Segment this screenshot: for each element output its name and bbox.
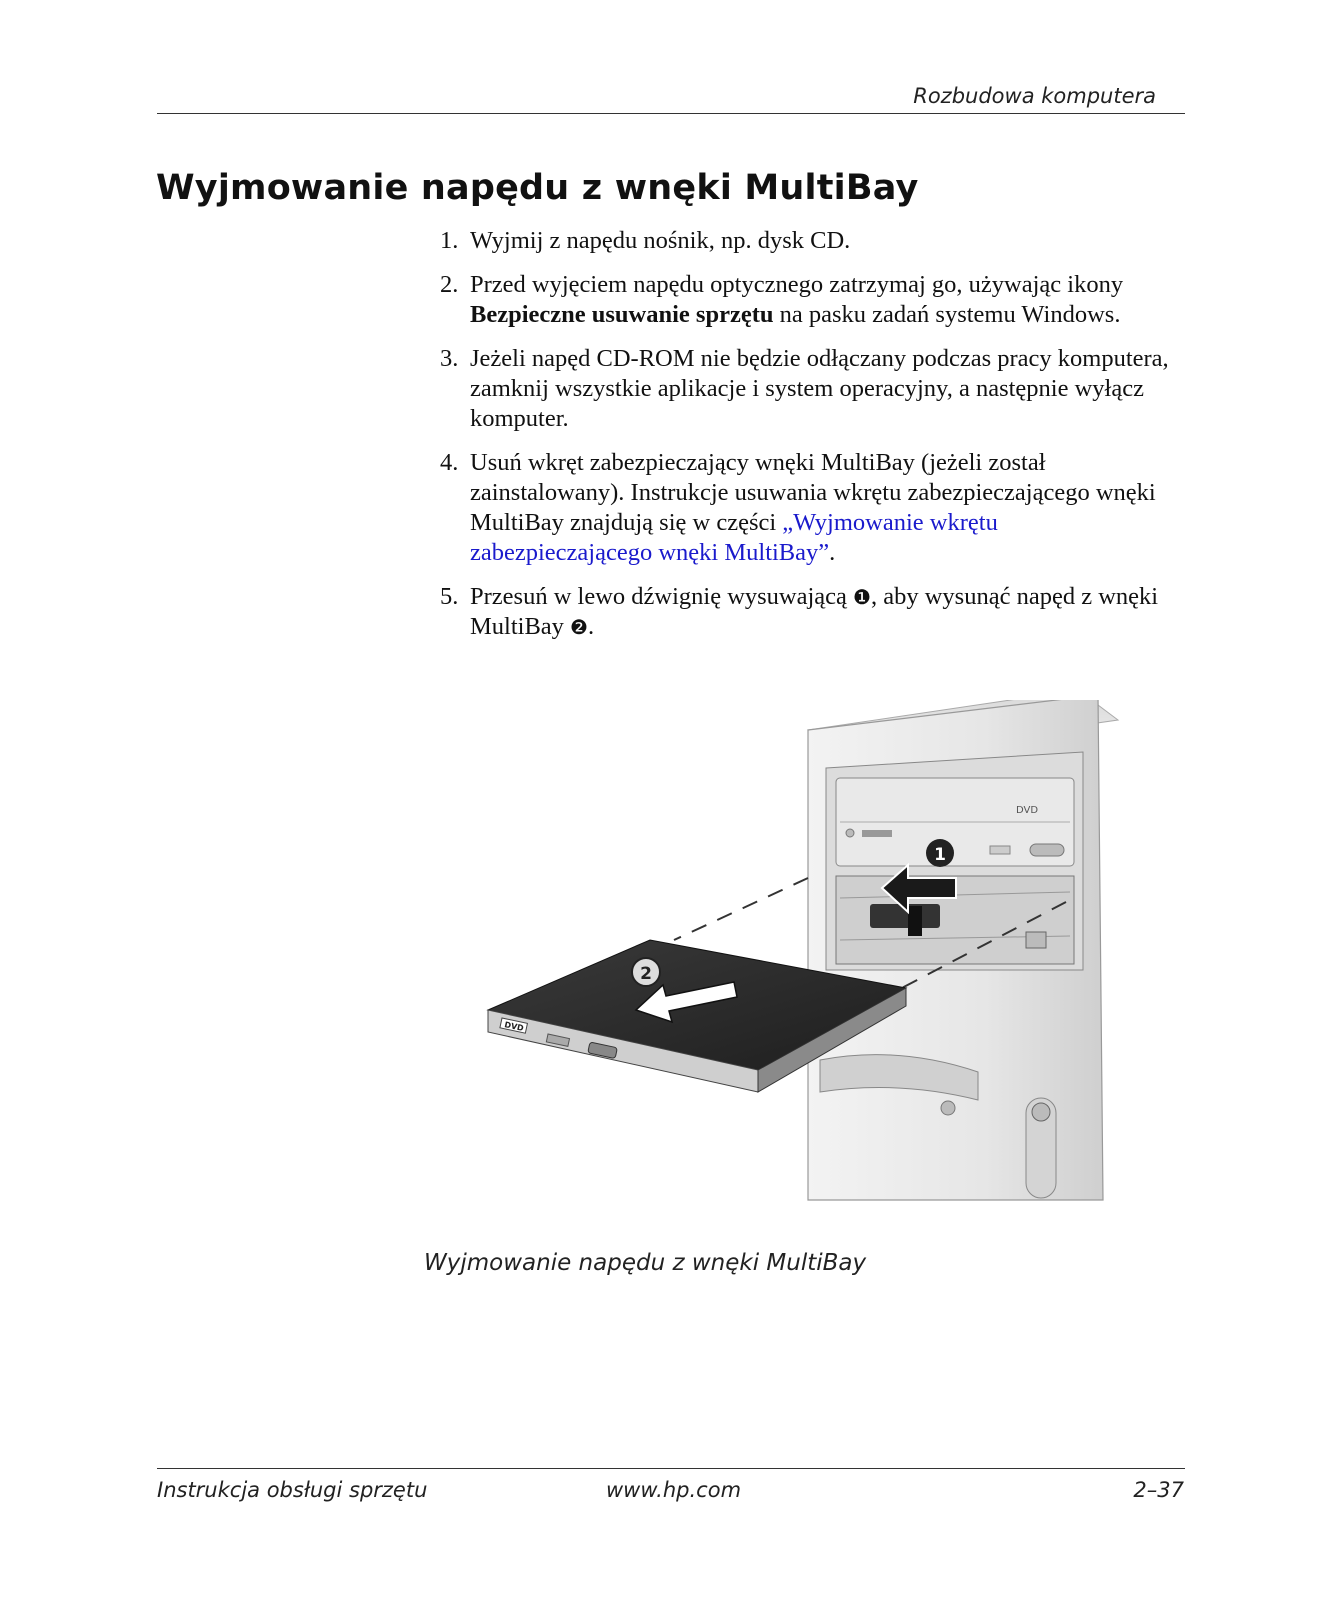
step-text: Przed wyjęciem napędu optycznego zatrzymaj go, używając ikony	[470, 271, 1124, 298]
step-number: 5.	[440, 583, 459, 610]
header-rule	[157, 113, 1185, 114]
list-item	[430, 226, 1170, 256]
callout-1-label: 1	[934, 845, 946, 865]
step-text: Przesuń w lewo dźwignię wysuwającą	[470, 583, 854, 610]
drive-dvd-label: DVD	[503, 1020, 525, 1034]
list-item	[430, 448, 1170, 568]
step-text: Usuń wkręt zabezpieczający wnęki MultiBay (jeżeli został zainstalowany). Instrukcje usuwania wkrętu zabezpieczającego wnęki MultiBay znajdują się w części	[470, 449, 1156, 536]
callout-2-label: 2	[640, 964, 652, 984]
page-title: Wyjmowanie napędu z wnęki MultiBay	[156, 168, 919, 208]
step-text: Wyjmij z napędu nośnik, np. dysk CD.	[470, 227, 851, 254]
steps-list	[430, 226, 1170, 656]
list-item	[430, 270, 1170, 330]
callout-1-marker: ❶	[853, 585, 871, 609]
ui-term: Bezpieczne usuwanie sprzętu	[470, 301, 774, 328]
step-text: na pasku zadań systemu Windows.	[773, 301, 1121, 328]
multibay-removal-illustration	[478, 700, 1148, 1240]
page-number: 2–37	[1133, 1478, 1184, 1502]
step-text: Jeżeli napęd CD-ROM nie będzie odłączany podczas pracy komputera, zamknij wszystkie aplikacje i system operacyjny, a następnie wyłącz komputer.	[470, 345, 1169, 432]
step-text: .	[587, 613, 595, 640]
running-header: Rozbudowa komputera	[913, 84, 1156, 108]
step-number: 1.	[440, 227, 459, 254]
step-number: 3.	[440, 345, 459, 372]
figure-caption: Wyjmowanie napędu z wnęki MultiBay	[424, 1250, 867, 1276]
footer-rule	[157, 1468, 1185, 1469]
list-item	[430, 344, 1170, 434]
callout-2-marker: ❷	[570, 615, 588, 639]
step-text: , aby wysunąć napęd z wnęki MultiBay	[470, 583, 1159, 640]
tower-dvd-label: DVD	[1016, 805, 1039, 816]
guide-line-upper	[674, 878, 808, 940]
step-text: .	[829, 539, 836, 566]
footer-url: www.hp.com	[606, 1478, 742, 1502]
step-number: 4.	[440, 449, 459, 476]
cross-reference-link[interactable]: „Wyjmowanie wkrętu zabezpieczającego wnęki MultiBay”	[470, 509, 998, 566]
footer-manual-title: Instrukcja obsługi sprzętu	[157, 1478, 428, 1502]
list-item	[430, 582, 1170, 642]
step-number: 2.	[440, 271, 459, 298]
